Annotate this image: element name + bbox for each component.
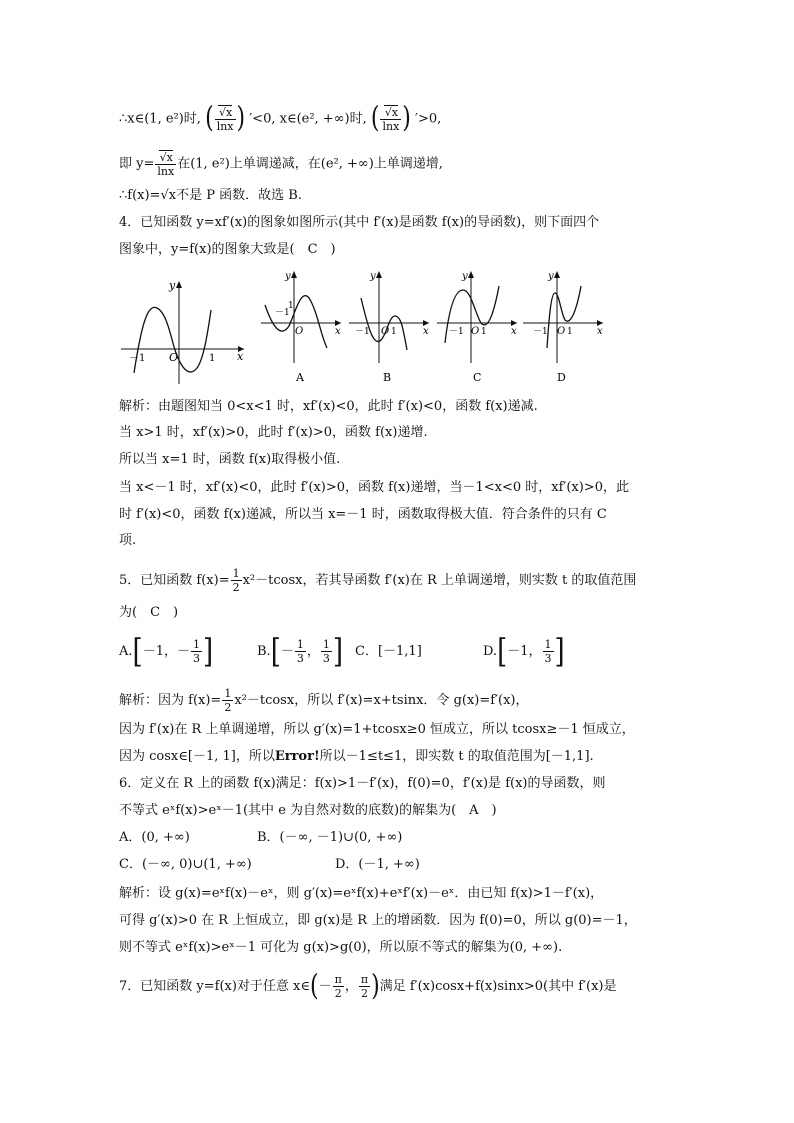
graph-option-b: [349, 271, 429, 384]
axis-label-x: x: [237, 350, 244, 363]
option-b[interactable]: B.[－ $\frac{1}{3}$ ， $\frac{1}{3}$ ]: [257, 632, 344, 671]
svg-text:1: 1: [288, 301, 294, 311]
svg-text:x: x: [335, 326, 341, 337]
solution-4-line-1: 解析：由题图知当 0<x<1 时，xf′(x)<0，此时 f′(x)<0，函数 f(x)递减.: [119, 399, 538, 414]
fraction-one-half: $\frac{1}{2}$: [224, 687, 232, 714]
text-segment: ′>0,: [415, 111, 442, 127]
axis-label-y: y: [169, 279, 176, 292]
text-segment: ′<0, x∈(e², +∞)时,: [249, 111, 367, 127]
fraction-sqrtx-lnx: $\frac{√x}{\ln x}$: [382, 106, 400, 133]
graph-option-a: [261, 271, 341, 384]
option-c[interactable]: C．[－1,1]: [355, 644, 422, 659]
fraction-sqrtx-lnx: $\frac{√x}{\ln x}$: [216, 106, 234, 133]
text-segment: 在(1, e²)上单调递减，在(e², +∞)上单调递增,: [177, 156, 443, 172]
tick-label-1: 1: [209, 353, 216, 364]
solution-6-line-3: 则不等式 eˣf(x)>eˣ－1 可化为 g(x)>g(0)，所以原不等式的解集为(0, +∞).: [119, 940, 563, 955]
graph-option-c: [437, 271, 517, 384]
solution-4-line-2: 当 x>1 时，xf′(x)>0，此时 f′(x)>0，函数 f(x)递增.: [119, 425, 428, 440]
option-a[interactable]: A．(0, +∞): [119, 830, 190, 845]
question-5-stem-2: 为( C ): [119, 605, 179, 620]
solution-4-line-4: 当 x<－1 时，xf′(x)<0，此时 f′(x)>0，函数 f(x)递增，当－1<x<0 时，xf′(x)>0，此: [119, 480, 629, 495]
solution-4-line-3: 所以当 x=1 时，函数 f(x)取得极小值.: [119, 452, 341, 467]
question-4-figures: [119, 268, 609, 388]
question-6-stem-2: 不等式 eˣf(x)>eˣ－1(其中 e 为自然对数的底数)的解集为( A ): [119, 803, 497, 818]
question-4-stem-2: 图象中，y=f(x)的图象大致是( C ): [119, 242, 336, 257]
question-6-options-row-2: [119, 855, 420, 875]
option-d[interactable]: D.[－1， $\frac{1}{3}$ ]: [483, 632, 565, 671]
svg-text:1: 1: [481, 327, 487, 337]
svg-text:x: x: [597, 326, 603, 337]
fraction-sqrtx-lnx: $\frac{√x}{\ln x}$: [157, 151, 175, 178]
solution-6-line-1: 解析：设 g(x)=eˣf(x)－eˣ，则 g′(x)=eˣf(x)+eˣf′(x)－eˣ．由已知 f(x)>1－f′(x)，: [119, 886, 604, 901]
option-a[interactable]: A.[－1，－ $\frac{1}{3}$ ]: [119, 632, 214, 671]
origin-label: O: [169, 351, 179, 364]
svg-text:－1: －1: [533, 327, 548, 337]
solution-6-line-2: 可得 g′(x)>0 在 R 上恒成立，即 g(x)是 R 上的增函数．因为 f(0)=0，所以 g(0)=－1，: [119, 913, 637, 928]
option-label-d: D: [557, 371, 566, 384]
svg-text:－1: －1: [449, 327, 464, 337]
option-c[interactable]: C．(－∞, 0)∪(1, +∞): [119, 857, 252, 872]
svg-text:O: O: [295, 326, 304, 337]
solution-4-line-5: 时 f′(x)<0，函数 f(x)递减，所以当 x=－1 时，函数取得极大值．符合条件的只有 C: [119, 507, 607, 522]
option-label-b: B: [383, 371, 392, 384]
svg-text:O: O: [471, 326, 480, 337]
paren: ): [402, 102, 411, 135]
question-6-options-row-1: [119, 828, 402, 848]
question-5-options: [119, 632, 565, 671]
text-segment: 即 y=: [119, 156, 155, 172]
question-4-stem: 4．已知函数 y=xf′(x)的图象如图所示(其中 f′(x)是函数 f(x)的导函数)，则下面四个: [119, 215, 600, 230]
svg-text:1: 1: [567, 327, 573, 337]
question-7-stem: 7．已知函数 y=f(x)对于任意 x∈(－ $\frac{\pi}{2}$ ， $\frac{\pi}{2}$ )满足 f′(x)cosx+f(x)sinx>0(其中 f′(x)是: [119, 969, 617, 1003]
line-monotonic-intervals: [119, 102, 442, 135]
text-segment: ∴x∈(1, e²)时,: [119, 111, 201, 127]
svg-text:y: y: [370, 271, 376, 282]
svg-text:y: y: [285, 271, 291, 282]
svg-text:－1: －1: [355, 327, 370, 337]
svg-text:x: x: [423, 326, 429, 337]
svg-text:y: y: [548, 271, 554, 282]
svg-text:y: y: [462, 271, 468, 282]
graph-option-d: [523, 271, 603, 384]
svg-text:1: 1: [391, 327, 397, 337]
solution-5-line-2: 因为 f′(x)在 R 上单调递增，所以 g′(x)=1+tcosx≥0 恒成立，所以 tcosx≥－1 恒成立，: [119, 722, 635, 737]
svg-text:O: O: [557, 326, 566, 337]
solution-4-line-6: 项.: [119, 533, 137, 548]
solution-5-line-3: 因为 cosx∈[－1, 1]，所以Error!所以－1≤t≤1，即实数 t 的取值范围为[－1,1].: [119, 749, 594, 764]
svg-text:O: O: [381, 326, 390, 337]
question-6-stem: 6．定义在 R 上的函数 f(x)满足：f(x)>1－f′(x)，f(0)=0，f′(x)是 f(x)的导函数，则: [119, 776, 606, 791]
error-text: Error!: [274, 749, 320, 764]
fraction-one-half: $\frac{1}{2}$: [232, 567, 240, 594]
option-b[interactable]: B．(－∞, －1)∪(0, +∞): [257, 830, 403, 845]
paren: ): [236, 102, 246, 135]
line-conclusion: ∴f(x)=√x不是 P 函数．故选 B.: [119, 188, 302, 203]
graph-xfprime: [121, 279, 244, 384]
solution-5-line-1: 解析：因为 f(x)= $\frac{1}{2}$ x²－tcosx，所以 f′(x)=x+tsinx．令 g(x)=f′(x)，: [119, 687, 529, 714]
question-5-stem: 5．已知函数 f(x)= $\frac{1}{2}$ x²－tcosx，若其导函数 f′(x)在 R 上单调递增，则实数 t 的取值范围: [119, 567, 637, 594]
svg-text:－1: －1: [275, 308, 290, 318]
line-monotonic-conclusion: [119, 150, 443, 178]
option-label-a: A: [296, 371, 304, 384]
paren: (: [370, 102, 380, 135]
paren: (: [205, 102, 214, 135]
option-label-c: C: [473, 371, 482, 384]
option-d[interactable]: D．(－1, +∞): [335, 857, 420, 872]
tick-label-neg1: －1: [129, 353, 146, 364]
svg-text:x: x: [511, 326, 517, 337]
